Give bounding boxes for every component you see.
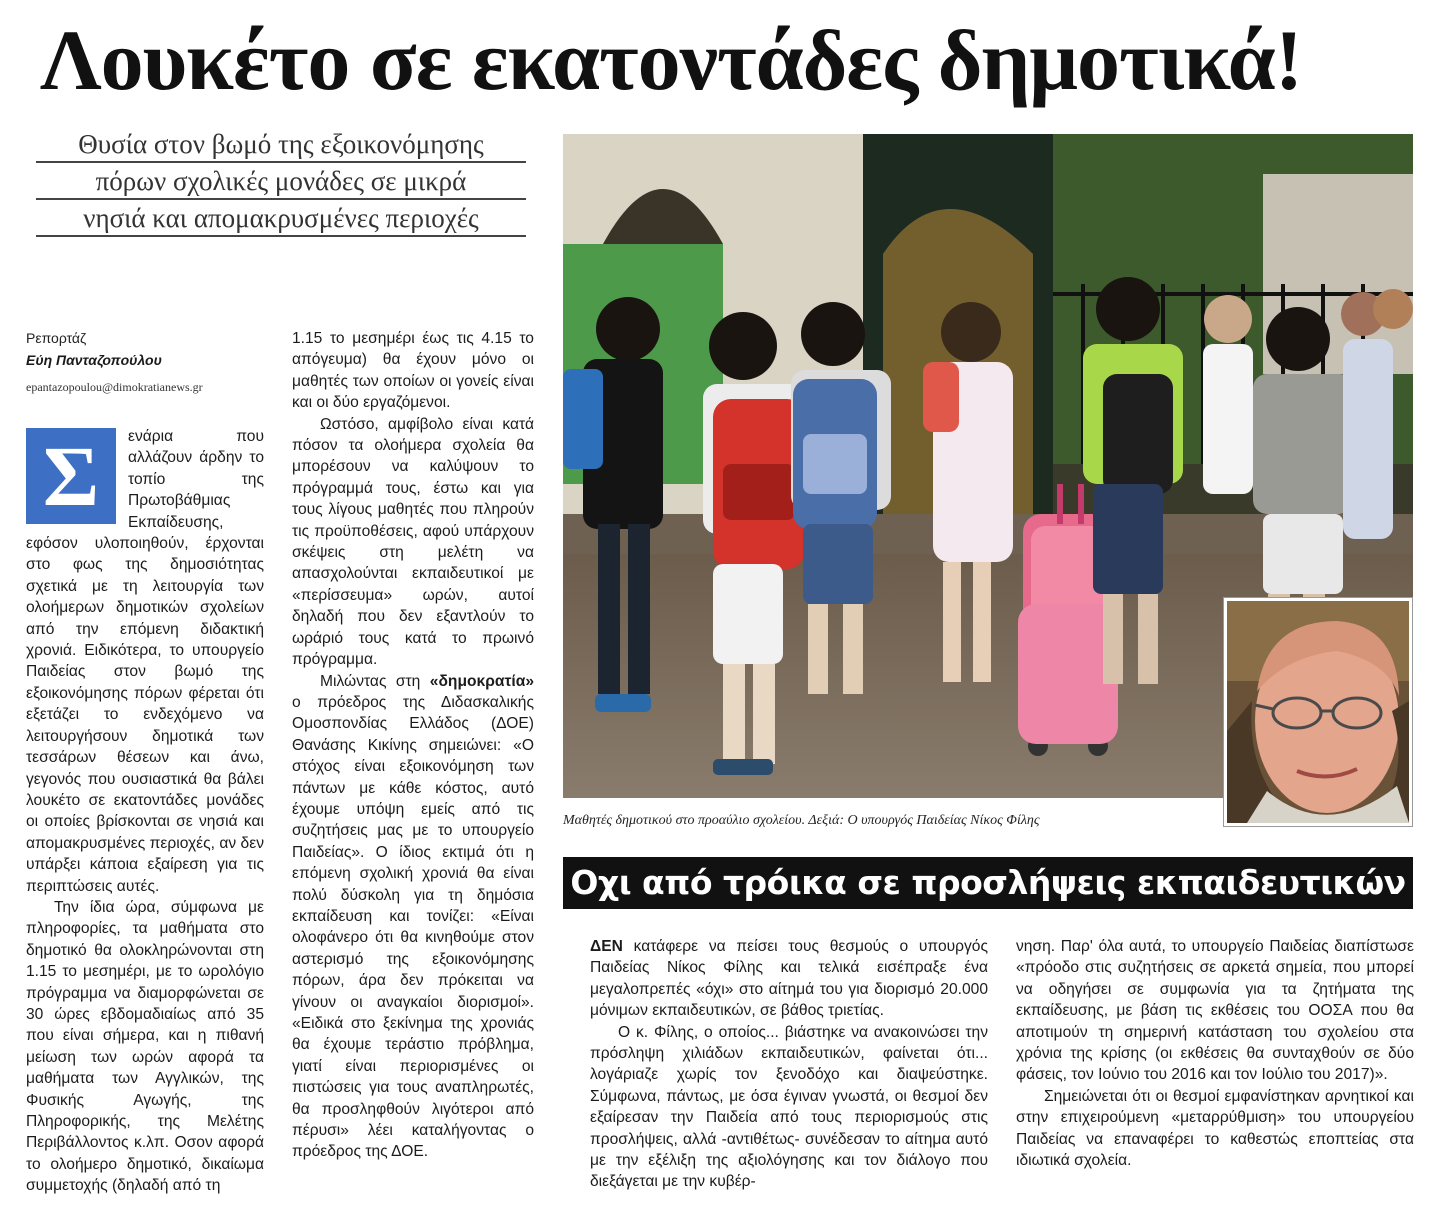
- lead-word: ΔΕΝ: [590, 938, 623, 955]
- newspaper-name: «δημοκρατία»: [429, 672, 534, 690]
- minister-portrait: [1224, 598, 1412, 826]
- byline-label: Ρεπορτάζ: [26, 330, 87, 346]
- article-paragraph: Την ίδια ώρα, σύμφωνα με πληροφορίες, τα μαθήματα στο δημοτικό θα ολοκληρώνονται στη 1.15 το μεσημέρι, με το ωρολόγιο πρόγραμμα να διαμορφώνεται σε 30 ώρες εβδομαδιαίως από 35 που είναι σήμερα, και η πιθανή μείωση των ωρών αφορά τα μαθήματα των Αγγλικών, της Φυσικής Αγωγής, της Πληροφορικής, της Μελέτης Περιβάλλοντος κ.λπ. Οσον αφορά το ολοήμερο δημοτικό, δικαίωμα συμμετοχής (δηλαδή από τη: [26, 898, 264, 1195]
- paragraph-text: ο πρόεδρος της Διδασκαλικής Ομοσπονδίας Ελλάδος (ΔΟΕ) Θανάσης Κικίνης σημειώνει: «Ο στόχος είναι εξοικονόμηση των πάντων με κάθε κόστος, αυτό έχουμε υπόψη εμείς από τις συζητήσεις μας με το υπουργείο Παιδείας». Ο ίδιος εκτιμά ότι η επόμενη σχολική χρονιά θα είναι πολύ δύσκολη για τη δημόσια εκπαίδευση και τονίζει: «Είναι ολοφάνερο ότι θα κινηθούμε στον αστερισμό της εξοικονόμησης πόρων, άρα δεν πρόκειται να γίνουν οι αναγκαίοι διορισμοί». «Ειδικά στο ξεκίνημα της χρονιάς θα έχουμε τεράστιο πρόβλημα, γιατί είναι περιορισμένες οι πιστώσεις για τους αναπληρωτές, θα προσληφθούν λιγότεροι από πέρυσι» λέει καταλήγοντας ο πρόεδρος της ΔΟΕ.: [292, 693, 534, 1161]
- paragraph-text: κατάφερε να πείσει τους θεσμούς ο υπουργός Παιδείας Νίκος Φίλης και τελικά εισέπραξε ένα μεγαλοπρεπές «όχι» στο αίτημά του για διορισμό 20.000 μόνιμων εκπαιδευτικών, σε βάθος τριετίας.: [590, 938, 988, 1020]
- byline-author: Εύη Πανταζοπούλου: [26, 352, 162, 368]
- page-headline: Λουκέτο σε εκατοντάδες δημοτικά!: [40, 12, 1303, 108]
- portrait-illustration: [1227, 601, 1409, 823]
- photo-caption: Μαθητές δημοτικού στο προαύλιο σχολείου. Δεξιά: Ο υπουργός Παιδείας Νίκος Φίλης: [563, 813, 1040, 828]
- sidebar-column-2: [1016, 936, 1414, 1171]
- article-column-1: [26, 426, 264, 1197]
- article-paragraph: Ωστόσο, αμφίβολο είναι κατά πόσον τα ολοήμερα σχολεία θα μπορέσουν να καλύψουν το πρόγραμμά τους, έστω και για τους λίγους μαθητές που πληρούν τις προϋποθέσεις, αφού υπάρχουν σκέψεις στη μελέτη να απασχολούνται εκπαιδευτικοί με «περίσσευμα» ωρών, αυτοί δηλαδή που δεν εξαντλούν το ωράριό τους κατά το πρωινό πρόγραμμα.: [292, 415, 534, 669]
- article-column-2: [292, 328, 534, 1163]
- byline: [26, 330, 276, 395]
- sidebar-paragraph: [590, 936, 988, 1022]
- byline-email: epantazopoulou@dimokratianews.gr: [26, 380, 203, 394]
- sidebar-paragraph: Σημειώνεται ότι οι θεσμοί εμφανίστηκαν αρνητικοί και στην επιχειρούμενη «μεταρρύθμιση» του υπουργείου Παιδείας να επαναφέρει το καθεστώς εποπτείας στα ιδιωτικά σχολεία.: [1016, 1087, 1414, 1170]
- paragraph-text: Μιλώντας στη: [320, 672, 430, 690]
- sidebar-title: Οχι από τρόικα σε προσλήψεις εκπαιδευτικών: [563, 857, 1413, 909]
- article-paragraph: 1.15 το μεσημέρι έως τις 4.15 το απόγευμα) θα έχουν μόνο οι μαθητές των οποίων οι γονείς είναι και οι δύο εργαζόμενοι.: [292, 330, 534, 412]
- subhead-line: νησιά και απομακρυσμένες περιοχές: [36, 200, 526, 237]
- subheadline: [36, 126, 526, 237]
- article-paragraph: [26, 426, 264, 897]
- paragraph-text: ενάρια που αλλάζουν άρδην το τοπίο της Πρωτοβάθμιας Εκπαίδευσης, εφόσον υλοποιηθούν, έρχονται στο φως της δημοσιότητας σχετικά με τη λειτουργία των ολοήμερων δημοτικών σχολείων από την επόμενη διδακτική χρονιά. Ειδικότερα, το υπουργείο Παιδείας στον βωμό της εξοικονόμησης πόρων φέρεται ότι εξετάζει το ενδεχόμενο να λειτουργήσουν δημοτικά των τεσσάρων θέσεων και άνω, γεγονός που ουσιαστικά θα βάλει λουκέτο σε εκατοντάδες μονάδες οι οποίες βρίσκονται σε νησιά και απομακρυσμένες περιοχές, αν δεν υπάρξει κάποια εξαίρεση για τις περιπτώσεις αυτές.: [26, 428, 264, 895]
- sidebar-paragraph: Ο κ. Φίλης, ο οποίος... βιάστηκε να ανακοινώσει την πρόσληψη χιλιάδων εκπαιδευτικών, φαίνεται ότι... λογάριαζε χωρίς τον ξενοδόχο και διαψεύστηκε. Σύμφωνα, πάντως, με όσα έγιναν γνωστά, οι θεσμοί δεν εξαίρεσαν την Παιδεία από τους περιορισμούς στις προσλήψεις, αλλά -αντιθέτως- συνέδεσαν το αίτημα αυτό με την εξέλιξη της αξιολόγησης και τον διάλογο που διεξάγεται με την κυβέρ-: [590, 1023, 988, 1191]
- drop-cap: Σ: [26, 428, 116, 524]
- subhead-line: πόρων σχολικές μονάδες σε μικρά: [36, 163, 526, 200]
- subhead-line: Θυσία στον βωμό της εξοικονόμησης: [36, 126, 526, 163]
- sidebar-paragraph: νηση. Παρ' όλα αυτά, το υπουργείο Παιδείας διαπίστωσε «πρόοδο στις συζητήσεις σε αρκετά σημεία, που μπορεί να οδηγήσει σε συμφωνία για τα ζητήματα της εκπαίδευσης, με βάση τις εκθέσεις του ΟΟΣΑ που θα αποτιμούν τη σημερινή κατάσταση του σχολείου στα χρόνια της κρίσης (οι εκθέσεις θα συνταχθούν σε δύο φάσεις, τον Ιούνιο του 2016 και τον Ιούλιο του 2017)».: [1016, 938, 1414, 1084]
- article-paragraph: [292, 671, 534, 1163]
- sidebar-column-1: [590, 936, 988, 1193]
